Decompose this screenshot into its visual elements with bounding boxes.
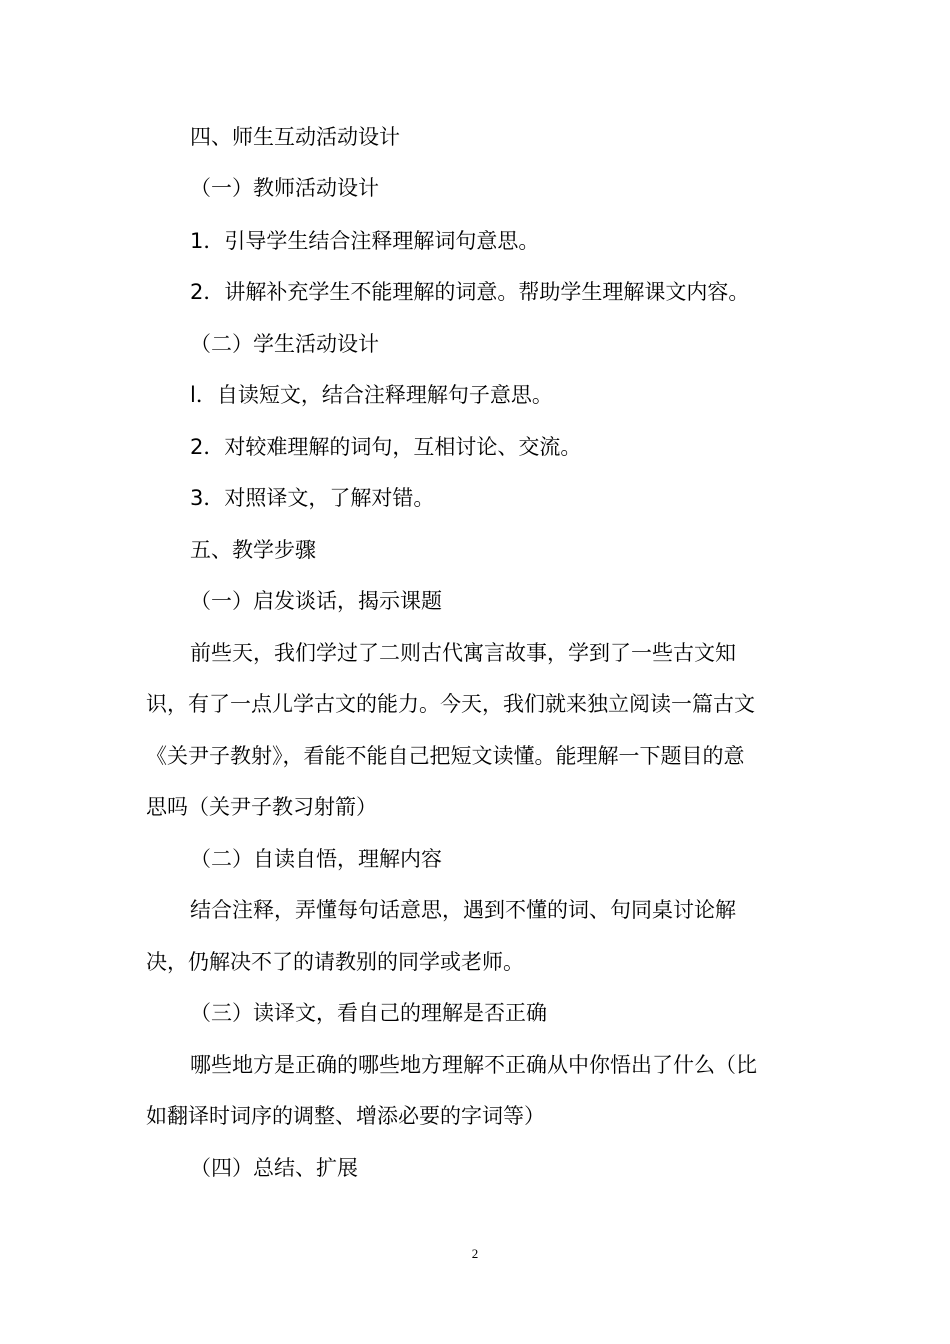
paragraph-line: 前些天，我们学过了二则古代寓言故事，学到了一些古文知 <box>190 641 736 665</box>
subheading-step-3: （三）读译文，看自己的理解是否正确 <box>190 1001 547 1025</box>
list-item: l．自读短文，结合注释理解句子意思。 <box>190 383 553 407</box>
subheading-step-2: （二）自读自悟，理解内容 <box>190 847 442 871</box>
heading-section-5: 五、教学步骤 <box>190 538 316 562</box>
list-item: 2．讲解补充学生不能理解的词意。帮助学生理解课文内容。 <box>190 280 750 304</box>
list-item: 3．对照译文，了解对错。 <box>190 486 435 510</box>
list-item: 2．对较难理解的词句，互相讨论、交流。 <box>190 435 582 459</box>
page-number: 2 <box>471 1246 479 1261</box>
paragraph-line: 识，有了一点儿学古文的能力。今天，我们就来独立阅读一篇古文 <box>146 692 755 716</box>
paragraph-line: 如翻译时词序的调整、增添必要的字词等） <box>146 1104 545 1128</box>
paragraph-line: 哪些地方是正确的哪些地方理解不正确从中你悟出了什么（比 <box>190 1053 757 1077</box>
paragraph-line: 决，仍解决不了的请教别的同学或老师。 <box>146 950 524 974</box>
paragraph-line: 《关尹子教射》，看能不能自己把短文读懂。能理解一下题目的意 <box>146 744 745 768</box>
list-item: 1．引导学生结合注释理解词句意思。 <box>190 229 540 253</box>
subheading-teacher-activity: （一）教师活动设计 <box>190 176 379 200</box>
paragraph-line: 思吗（关尹子教习射箭） <box>146 795 377 819</box>
subheading-step-1: （一）启发谈话，揭示课题 <box>190 589 442 613</box>
paragraph-line: 结合注释，弄懂每句话意思，遇到不懂的词、句同桌讨论解 <box>190 898 736 922</box>
subheading-student-activity: （二）学生活动设计 <box>190 332 379 356</box>
subheading-step-4: （四）总结、扩展 <box>190 1156 358 1180</box>
heading-section-4: 四、师生互动活动设计 <box>190 125 400 149</box>
